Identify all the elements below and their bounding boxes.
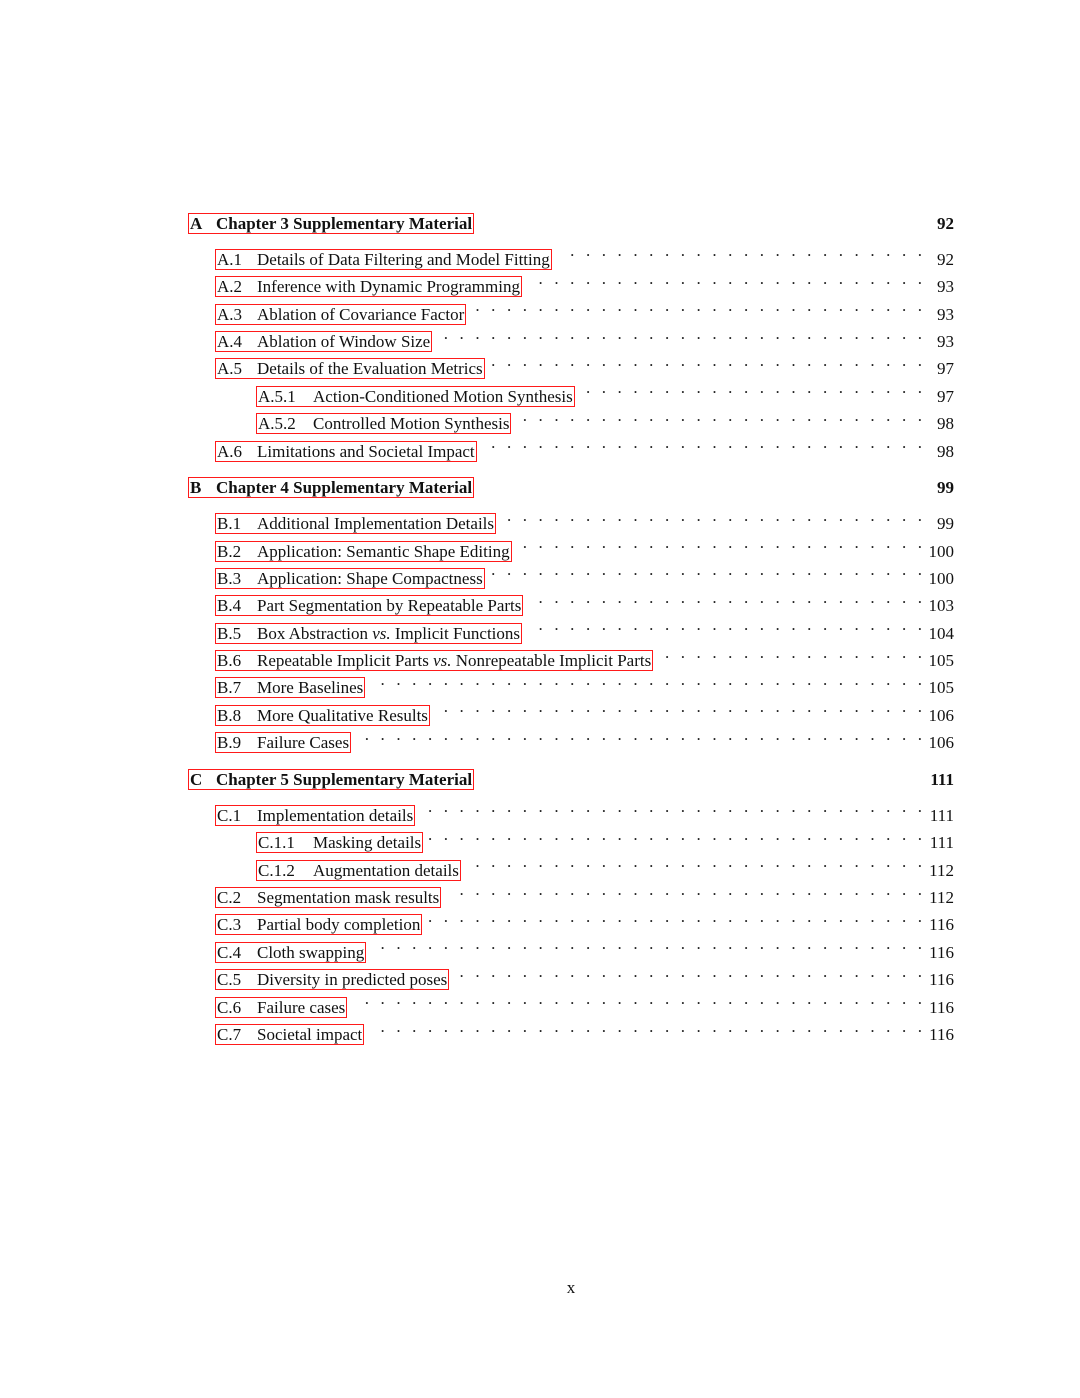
- toc-entry-a-6: [188, 429, 954, 461]
- page-number-footer: x: [566, 1278, 576, 1297]
- toc-entry-c-4: [188, 930, 954, 962]
- chapter-title: Chapter 3 Supplementary Material: [216, 214, 473, 233]
- dot-leader: [372, 930, 922, 957]
- section-title: Segmentation mask results: [257, 887, 440, 907]
- toc-entry-b-3: [188, 556, 954, 588]
- section-number: B.4: [217, 596, 242, 616]
- section-page-number: 112: [929, 887, 954, 907]
- toc-entry-c-1-2: [188, 848, 954, 880]
- section-page-number: 99: [937, 514, 954, 534]
- dot-leader: [659, 639, 922, 666]
- section-page-number: 103: [928, 596, 954, 616]
- dot-leader: [467, 848, 922, 875]
- section-title: Additional Implementation Details: [257, 514, 495, 534]
- section-title: Ablation of Covariance Factor: [257, 304, 465, 324]
- section-title: Details of the Evaluation Metrics: [257, 359, 483, 379]
- toc-entry-a-5-2: [188, 402, 954, 434]
- dot-leader: [518, 529, 922, 556]
- section-title: Diversity in predicted poses: [257, 970, 448, 990]
- section-number: C.2: [217, 887, 242, 907]
- chapter-letter: B: [190, 478, 202, 498]
- section-number: A.5.2: [258, 414, 296, 434]
- section-page-number: 111: [929, 833, 954, 853]
- section-number: A.5.1: [258, 386, 296, 406]
- section-title: Controlled Motion Synthesis: [313, 414, 510, 434]
- toc-entry-b-7: [188, 666, 954, 698]
- section-number: C.5: [217, 970, 242, 990]
- dot-leader: [491, 556, 922, 583]
- section-page-number: 92: [937, 249, 954, 269]
- section-title: Cloth swapping: [257, 942, 365, 962]
- chapter-page-number: 111: [930, 770, 954, 790]
- section-title: Societal impact: [257, 1024, 363, 1044]
- section-page-number: 112: [929, 860, 954, 880]
- chapter-letter: A: [190, 214, 203, 233]
- section-title: Implementation details: [257, 805, 414, 825]
- toc-entry-link[interactable]: [215, 1024, 364, 1045]
- toc-entry-b-9: [188, 721, 954, 753]
- section-number: B.6: [217, 651, 242, 671]
- section-title: More Baselines: [257, 678, 364, 698]
- section-title: Application: Semantic Shape Editing: [257, 541, 510, 561]
- section-number: A.3: [217, 304, 243, 324]
- section-title-part: Repeatable Implicit Parts: [257, 651, 434, 671]
- dot-leader: [491, 347, 922, 374]
- section-title-italic: vs.: [433, 651, 452, 671]
- toc-entry-b-4: [188, 584, 954, 616]
- dot-leader: [529, 584, 922, 611]
- section-number: B.9: [217, 733, 242, 753]
- dot-leader: [436, 693, 922, 720]
- section-title-part: Nonrepeatable Implicit Parts: [451, 651, 652, 671]
- section-title: Ablation of Window Size: [257, 331, 431, 351]
- section-number: A.2: [217, 277, 243, 297]
- toc-entry-b-1: [188, 502, 954, 534]
- section-page-number: 98: [937, 441, 954, 461]
- section-page-number: 100: [928, 568, 954, 588]
- section-page-number: 106: [928, 705, 954, 725]
- toc-entry-c-3: [188, 903, 954, 935]
- dot-leader: [371, 666, 922, 693]
- dot-leader: [438, 320, 922, 347]
- section-title: Failure Cases: [257, 733, 350, 753]
- dot-leader: [447, 876, 922, 903]
- section-page-number: 116: [929, 1024, 954, 1044]
- toc-entry-a-5: [188, 347, 954, 379]
- section-page-number: 93: [937, 277, 954, 297]
- section-number: A.6: [217, 441, 243, 461]
- toc-entry-link[interactable]: [215, 732, 351, 753]
- section-number: C.1: [217, 805, 242, 825]
- section-page-number: 97: [937, 359, 954, 379]
- dot-leader: [528, 265, 922, 292]
- toc-entry-c-6: [188, 985, 954, 1017]
- toc-entry-a-2: [188, 265, 954, 297]
- dot-leader: [353, 985, 922, 1012]
- section-page-number: 93: [937, 331, 954, 351]
- section-page-number: 104: [928, 623, 954, 643]
- section-number: B.7: [217, 678, 242, 698]
- dot-leader: [370, 1013, 922, 1040]
- dot-leader: [483, 429, 922, 456]
- toc-chapter-b: [188, 474, 954, 501]
- section-number: C.1.2: [258, 860, 295, 880]
- section-title: Masking details: [313, 833, 422, 853]
- section-page-number: 111: [929, 805, 954, 825]
- section-title: Application: Shape Compactness: [257, 568, 483, 588]
- section-title: Partial body completion: [257, 915, 421, 935]
- section-number: C.7: [217, 1024, 242, 1044]
- toc-entry-b-6: [188, 639, 954, 671]
- section-number: C.3: [217, 915, 242, 935]
- toc-chapter-link[interactable]: [188, 769, 474, 790]
- section-number: A.4: [217, 331, 243, 351]
- toc-chapter-a: [188, 210, 954, 237]
- section-number: C.1.1: [258, 833, 295, 853]
- toc-entry-link[interactable]: [215, 441, 477, 462]
- section-page-number: 100: [928, 541, 954, 561]
- section-number: B.2: [217, 541, 242, 561]
- section-page-number: 116: [929, 942, 954, 962]
- section-title: Failure cases: [257, 997, 346, 1017]
- toc-chapter-link[interactable]: [188, 213, 474, 234]
- toc-entry-c-7: [188, 1013, 954, 1044]
- toc-entry-a-1: [188, 237, 954, 269]
- toc-entry-b-5: [188, 611, 954, 643]
- section-title-part: Box Abstraction: [257, 623, 373, 643]
- toc-entry-a-5-1: [188, 374, 954, 406]
- section-title: Details of Data Filtering and Model Fitting: [257, 249, 550, 269]
- toc-entry-b-2: [188, 529, 954, 561]
- section-title: Part Segmentation by Repeatable Parts: [257, 596, 522, 616]
- section-title: Action-Conditioned Motion Synthesis: [313, 386, 573, 406]
- chapter-title: Chapter 4 Supplementary Material: [216, 478, 473, 498]
- section-page-number: 105: [928, 678, 954, 698]
- section-page-number: 116: [929, 997, 954, 1017]
- chapter-title: Chapter 5 Supplementary Material: [216, 770, 473, 790]
- section-number: B.8: [217, 705, 242, 725]
- dot-leader: [421, 793, 922, 820]
- section-number: B.1: [217, 514, 242, 534]
- section-page-number: 93: [937, 304, 954, 324]
- section-number: C.4: [217, 942, 242, 962]
- section-number: B.3: [217, 568, 242, 588]
- section-page-number: 105: [928, 651, 954, 671]
- section-page-number: 98: [937, 414, 954, 434]
- section-title-italic: vs.: [372, 623, 391, 643]
- toc-chapter-c: [188, 766, 954, 793]
- section-title: More Qualitative Results: [257, 705, 428, 725]
- section-title: Limitations and Societal Impact: [257, 441, 475, 461]
- toc-entry-a-4: [188, 320, 954, 351]
- section-number: C.6: [217, 997, 242, 1017]
- dot-leader: [428, 903, 922, 930]
- toc-entry-c-2: [188, 876, 954, 907]
- toc-entry-a-3: [188, 292, 954, 324]
- section-number: B.5: [217, 623, 242, 643]
- section-page-number: 116: [929, 915, 954, 935]
- dot-leader: [455, 958, 922, 985]
- dot-leader: [502, 502, 922, 529]
- chapter-page-number: 99: [937, 478, 954, 498]
- section-number: A.1: [217, 249, 243, 269]
- chapter-letter: C: [190, 770, 203, 790]
- toc-entry-c-1: [188, 793, 954, 825]
- section-number: A.5: [217, 359, 243, 379]
- dot-leader: [429, 821, 922, 848]
- section-title-part: Implicit Functions: [390, 623, 521, 643]
- dot-leader: [472, 292, 922, 319]
- dot-leader: [357, 721, 922, 748]
- dot-leader: [581, 374, 922, 401]
- section-title: Inference with Dynamic Programming: [257, 277, 520, 297]
- chapter-page-number: 92: [937, 214, 954, 233]
- dot-leader: [517, 402, 922, 429]
- section-page-number: 106: [928, 733, 954, 753]
- toc-chapter-link[interactable]: [188, 477, 474, 498]
- section-page-number: 116: [929, 970, 954, 990]
- table-of-contents: [188, 210, 954, 1044]
- section-page-number: 97: [937, 386, 954, 406]
- toc-entry-c-5: [188, 958, 954, 990]
- dot-leader: [528, 611, 922, 638]
- toc-entry-c-1-1: [188, 821, 954, 853]
- toc-entry-b-8: [188, 693, 954, 725]
- dot-leader: [558, 237, 922, 264]
- section-title: Augmentation details: [313, 860, 459, 880]
